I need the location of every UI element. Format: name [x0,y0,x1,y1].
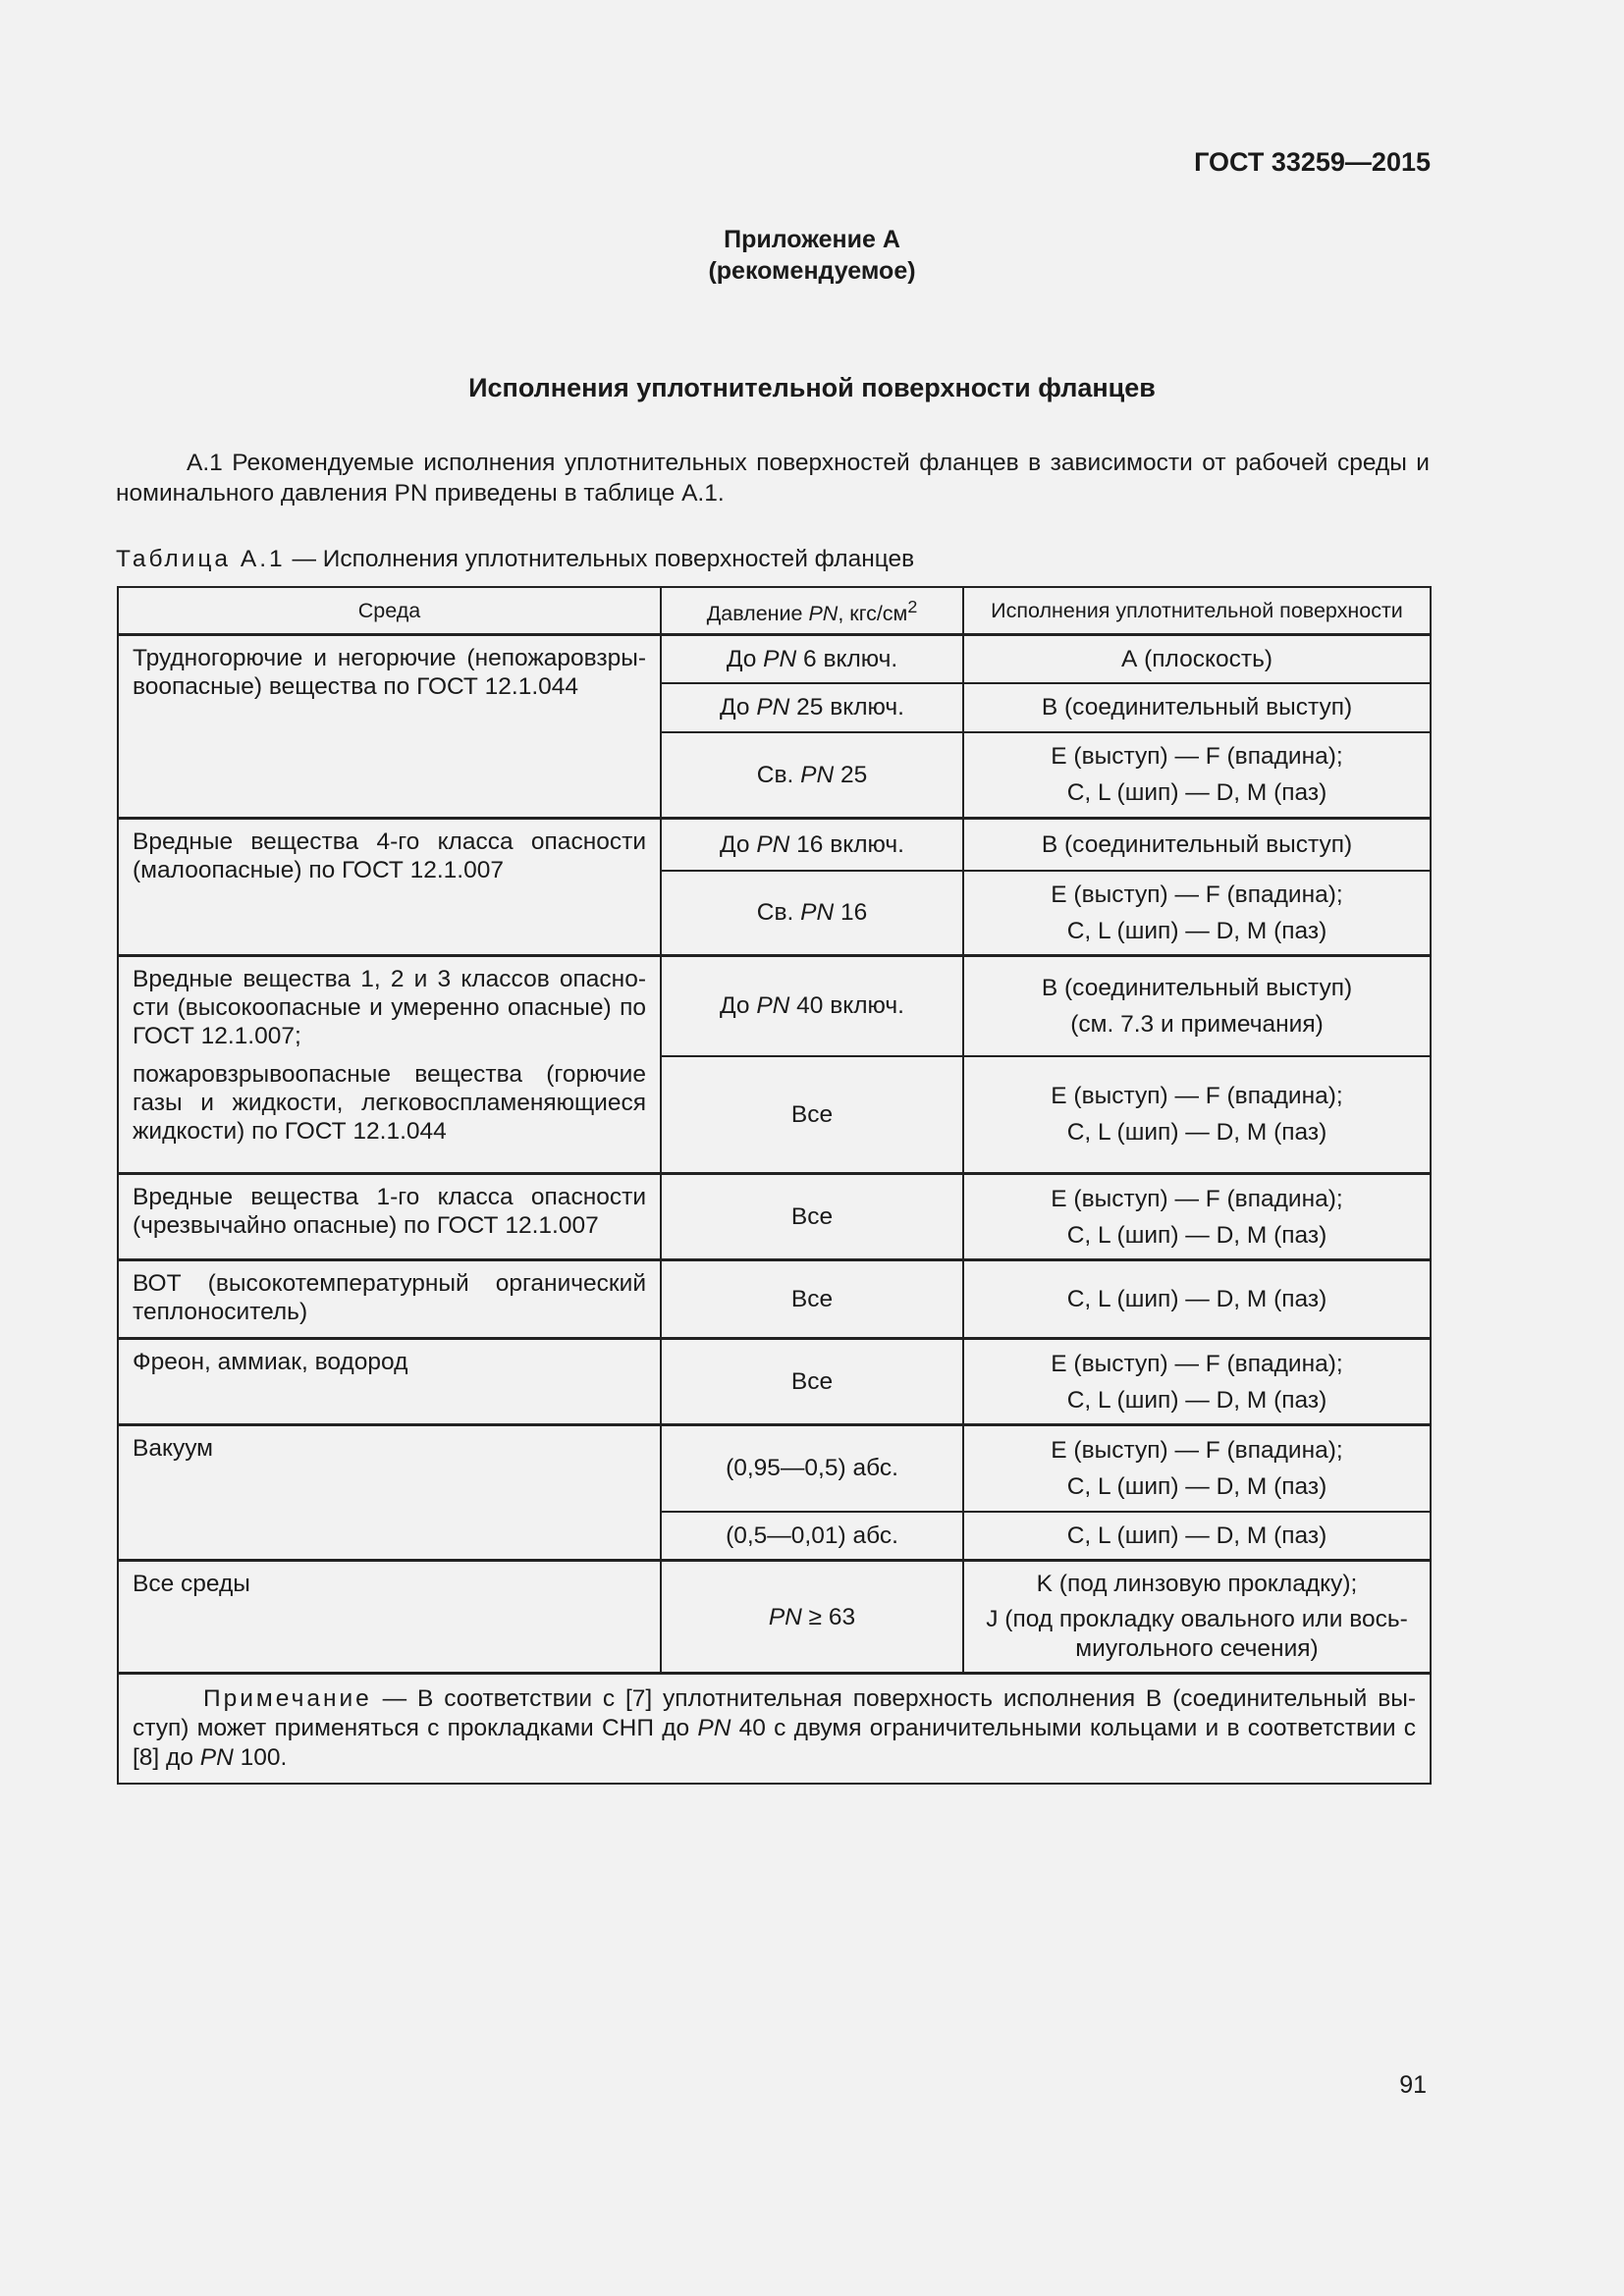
cell-surface [963,819,1431,871]
header-pressure-pn: PN [808,602,839,626]
header-environment: Среда [118,587,661,635]
pressure-pn: PN [756,830,790,858]
pressure-suffix: 25 [834,761,868,788]
surface-line: В (соединительный выступ) [1041,694,1353,721]
table-note [118,1674,1431,1785]
cell-pressure [661,871,963,956]
cell-surface [963,683,1431,732]
cell-pressure [661,732,963,819]
pressure-prefix: (0,5—0,01) абс. [726,1522,898,1549]
pressure-prefix: Все [790,1368,834,1395]
cell-environment: Вакуум [118,1425,661,1561]
header-pressure [661,587,963,635]
document-code: ГОСТ 33259—2015 [1194,147,1431,177]
pressure-pn: PN [763,645,797,672]
table-caption [116,546,914,573]
table-note-row [118,1674,1431,1785]
section-title: Исполнения уплотнительной поверхности фланцев [468,373,1156,402]
surface-line: С, L (шип) — D, М (паз) [1066,1221,1327,1249]
note-pn: PN [697,1715,731,1741]
table-row [118,819,1431,871]
surface-line: С, L (шип) — D, М (паз) [1066,1286,1327,1312]
surface-line: Е (выступ) — F (впадина); [1051,1185,1343,1212]
cell-pressure [661,1260,963,1339]
surface-line: С, L (шип) — D, М (паз) [1066,1119,1327,1147]
pressure-prefix: Все [790,1100,834,1128]
pressure-prefix: (0,95—0,5) абс. [726,1455,898,1482]
pressure-prefix: До [720,830,757,858]
cell-environment: ВОТ (высокотемпературный органический теплоноситель) [118,1260,661,1339]
surface-line: С, L (шип) — D, М (паз) [1066,1522,1327,1549]
surface-line: Е (выступ) — F (впадина); [1051,1436,1343,1464]
surface-line: А (плоскость) [1120,645,1273,672]
surface-line: С, L (шип) — D, М (паз) [1066,1472,1327,1500]
pressure-prefix: Св. [756,761,801,788]
note-text: — В соответствии с [7] уплотнительная поверхность исполнения В (соединительный вы-ступ) может применяться с прокладками СНП до [133,1685,1416,1741]
cell-environment: Все среды [118,1561,661,1674]
cell-pressure [661,1512,963,1561]
pressure-prefix: До [726,645,764,672]
surface-line: Е (выступ) — F (впадина); [1051,1083,1343,1110]
surface-line: (см. 7.3 и примечания) [1070,1010,1324,1038]
appendix-status: (рекомендуемое) [708,257,916,285]
table-row [118,1260,1431,1339]
header-pressure-label: Давление [706,602,809,626]
cell-surface [963,1339,1431,1425]
pressure-prefix: До [720,694,757,721]
cell-surface [963,871,1431,956]
table-row [118,956,1431,1056]
note-text: 100. [233,1744,288,1771]
pressure-pn: PN [768,1603,802,1630]
pressure-prefix: Все [790,1203,834,1230]
pressure-prefix: Все [790,1286,834,1312]
cell-pressure [661,683,963,732]
surface-line: С, L (шип) — D, М (паз) [1066,917,1327,944]
surface-line: J (под прокладку овального или вось-миугольного сечения) [986,1606,1408,1662]
surface-line: В (соединительный выступ) [1041,974,1353,1001]
cell-environment: Трудногорючие и негорючие (непожаровзры-воопасные) вещества по ГОСТ 12.1.044 [118,635,661,819]
table-row [118,1425,1431,1512]
cell-surface [963,1056,1431,1174]
surface-line: Е (выступ) — F (впадина); [1051,881,1343,908]
table-header-row [118,587,1431,635]
table-caption-label: Таблица А.1 [116,546,286,572]
cell-surface [963,1512,1431,1561]
note-pn: PN [199,1744,234,1771]
cell-surface [963,1174,1431,1260]
cell-environment [118,956,661,1174]
cell-surface [963,1425,1431,1512]
table-row [118,1561,1431,1674]
pressure-suffix: 25 включ. [789,694,904,721]
cell-surface [963,956,1431,1056]
cell-environment: Вредные вещества 4-го класса опасности (малоопасные) по ГОСТ 12.1.007 [118,819,661,956]
cell-surface [963,1260,1431,1339]
pressure-prefix: Св. [756,899,801,927]
cell-surface [963,635,1431,683]
header-surface: Исполнения уплотнительной поверхности [963,587,1431,635]
cell-environment: Фреон, аммиак, водород [118,1339,661,1425]
cell-pressure [661,956,963,1056]
surface-line: K (под линзовую прокладку); [1036,1571,1358,1597]
cell-environment: Вредные вещества 1-го класса опасности (чрезвычайно опасные) по ГОСТ 12.1.007 [118,1174,661,1260]
pressure-pn: PN [756,694,790,721]
surface-line: В (соединительный выступ) [1041,830,1353,858]
pressure-prefix: До [720,992,757,1020]
flange-surface-table [117,586,1432,1785]
surface-line: Е (выступ) — F (впадина); [1051,1350,1343,1377]
cell-surface [963,1561,1431,1674]
pressure-pn: PN [800,899,835,927]
pressure-suffix: 6 включ. [796,645,898,672]
cell-surface [963,732,1431,819]
header-pressure-unit: , кгс/см [838,602,908,626]
cell-pressure [661,635,963,683]
pressure-suffix: 40 включ. [789,992,904,1020]
cell-pressure [661,1425,963,1512]
cell-pressure [661,1339,963,1425]
cell-pressure [661,1561,963,1674]
table-caption-text: — Исполнения уплотнительных поверхностей фланцев [285,546,915,572]
cell-pressure [661,1056,963,1174]
surface-line: С, L (шип) — D, М (паз) [1066,1386,1327,1414]
surface-line: Е (выступ) — F (впадина); [1051,743,1343,771]
appendix-title: Приложение А [724,226,900,253]
environment-part: пожаровзрывоопасные вещества (горючие газы и жидкости, легковоспламеняющиеся жидкости) по ГОСТ 12.1.044 [133,1061,646,1145]
table-row [118,1174,1431,1260]
pressure-pn: PN [800,761,835,788]
pressure-suffix: ≥ 63 [801,1603,856,1630]
pressure-suffix: 16 включ. [789,830,904,858]
header-pressure-sup: 2 [907,596,918,616]
page-number: 91 [1399,2071,1427,2099]
surface-line: С, L (шип) — D, М (паз) [1066,779,1327,807]
cell-pressure [661,819,963,871]
note-label: Примечание [203,1685,372,1712]
table-row [118,1339,1431,1425]
table-row [118,635,1431,683]
pressure-suffix: 16 [834,899,868,927]
pressure-pn: PN [756,992,790,1020]
environment-part: Вредные вещества 1, 2 и 3 классов опасно-сти (высокоопасные и умеренно опасные) по ГОСТ 12.1.007; [133,966,646,1049]
cell-pressure [661,1174,963,1260]
intro-paragraph: А.1 Рекомендуемые исполнения уплотнительных поверхностей фланцев в зависимости от рабочей среды и номинального давления PN приведены в таблице А.1. [116,450,1430,507]
note-text: 40 с двумя ограничительными кольцами и в соответствии с [8] до [133,1715,1416,1771]
